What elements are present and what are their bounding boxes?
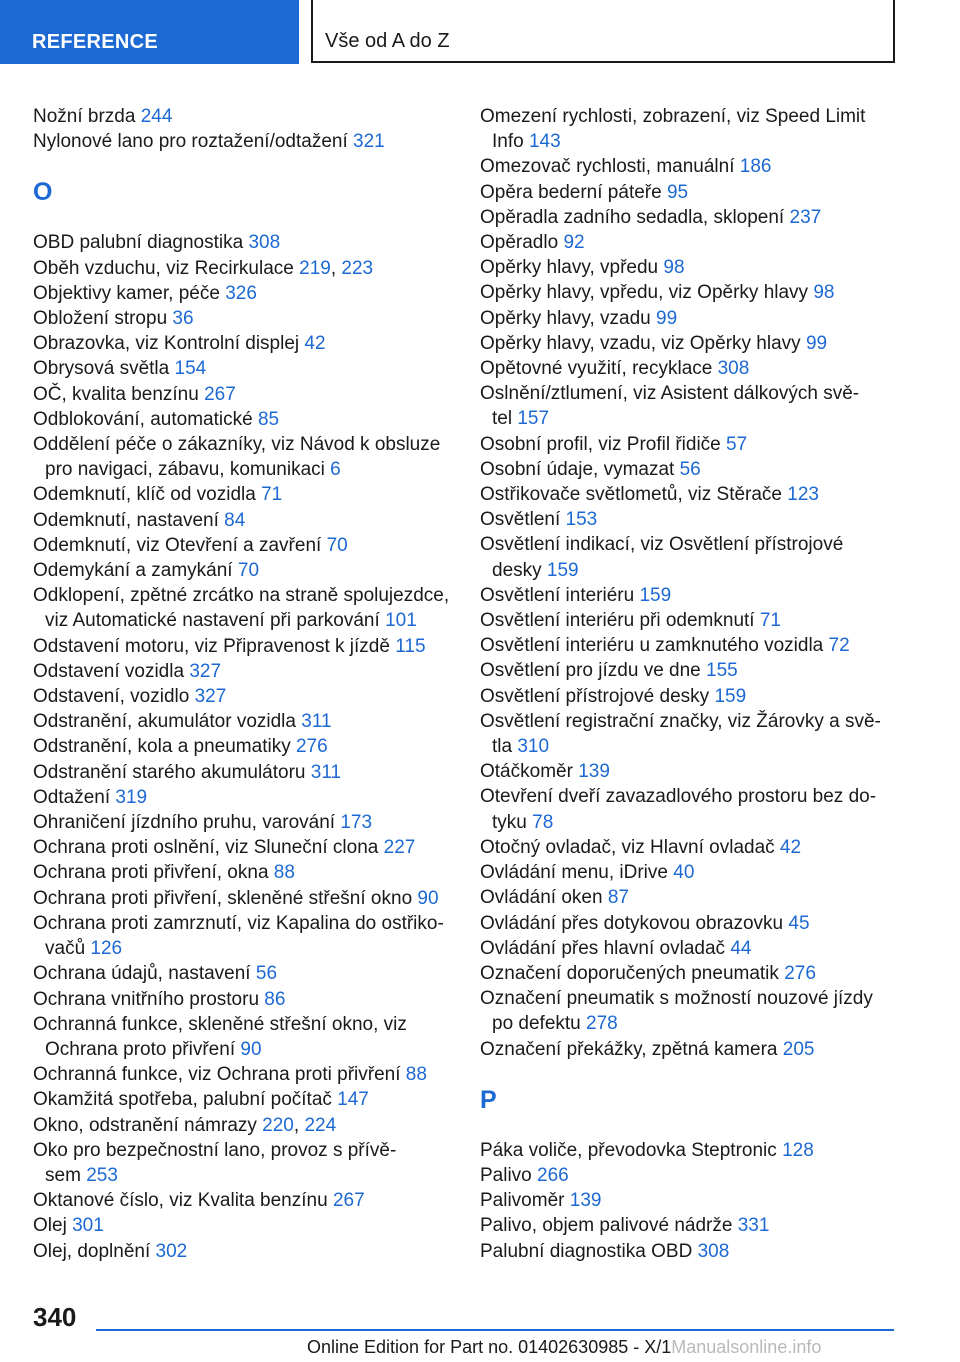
index-entry — [33, 104, 453, 129]
index-entry — [480, 507, 880, 532]
page-reference-link[interactable]: 71 — [759, 610, 781, 632]
entry-term: Ochrana vnitřního prostoru — [33, 988, 260, 1010]
index-entry — [33, 1239, 453, 1264]
entry-term: Osobní údaje, vymazat — [480, 458, 675, 480]
index-entry — [480, 104, 880, 154]
entry-term-continued: Info — [492, 131, 524, 153]
page-reference-link[interactable]: 101 — [385, 610, 417, 632]
page-reference-link[interactable]: 90 — [240, 1038, 262, 1060]
page-reference-link[interactable]: 237 — [789, 206, 822, 228]
page-reference-link[interactable]: 327 — [194, 686, 227, 708]
index-entry — [480, 532, 880, 582]
index-letter-heading: O — [33, 178, 53, 207]
page-reference-link[interactable]: 308 — [717, 358, 750, 380]
index-entry — [480, 331, 880, 356]
entry-term: Odstranění, kola a pneumatiky — [33, 736, 291, 758]
index-entry — [480, 759, 880, 784]
entry-term: Okamžitá spotřeba, palubní počítač — [33, 1089, 332, 1111]
page-reference-link[interactable]: 266 — [537, 1164, 569, 1186]
entry-term: Otevření dveří zavazadlového prostoru bez do- — [480, 786, 877, 808]
page-reference-link[interactable]: 267 — [332, 1190, 365, 1212]
index-entry — [33, 911, 453, 961]
page-reference-link[interactable]: 123 — [787, 484, 819, 506]
index-entry — [480, 205, 880, 230]
page-reference-link[interactable]: 40 — [673, 862, 695, 884]
entry-term: Páka voliče, převodovka Steptronic — [480, 1139, 777, 1161]
entry-term-continued: Ochrana proto přivření — [45, 1038, 236, 1060]
entry-term: Odklopení, zpětné zrcátko na straně spolujezdce, — [33, 585, 450, 607]
index-entry: Oběh vzduchu, viz Recirkulace 219, 223 — [33, 257, 374, 279]
page-reference-link[interactable]: 139 — [569, 1190, 602, 1212]
page-reference-link[interactable]: 308 — [248, 232, 281, 254]
entry-term: Palivo, objem palivové nádrže — [480, 1215, 733, 1237]
index-entry — [33, 281, 453, 306]
chapter-title: Vše od A do Z — [325, 30, 450, 52]
index-entry — [480, 684, 880, 709]
entry-term: Ochranná funkce, viz Ochrana proti přivření — [33, 1064, 401, 1086]
page-reference-link[interactable]: 72 — [828, 635, 850, 657]
page-number: 340 — [33, 1302, 77, 1332]
page-reference-link[interactable]: 244 — [140, 106, 173, 127]
index-entry — [33, 734, 453, 759]
index-entry — [480, 154, 880, 179]
footer-rule — [96, 1329, 894, 1331]
index-entry — [33, 1213, 453, 1238]
entry-term: Ochrana proti oslnění, viz Sluneční clona — [33, 837, 379, 859]
page-reference-link[interactable]: 227 — [383, 837, 416, 859]
entry-term-continued: tla — [492, 736, 513, 758]
page-reference-link[interactable]: 87 — [607, 887, 629, 909]
entry-term: OBD palubní diagnostika — [33, 232, 244, 254]
page-reference-link[interactable]: 205 — [782, 1038, 815, 1060]
page-reference-link[interactable]: 126 — [90, 938, 123, 960]
page-reference-link[interactable]: 44 — [730, 937, 752, 959]
index-entry — [480, 180, 880, 205]
entry-term: Odstavení motoru, viz Připravenost k jízdě — [33, 635, 390, 657]
entry-term: Ostřikovače světlometů, viz Stěrače — [480, 484, 782, 506]
page-reference-link[interactable]: 147 — [337, 1089, 369, 1111]
entry-term: Obrysová světla — [33, 358, 170, 380]
page-reference-link[interactable]: 6 — [330, 459, 341, 481]
entry-term: Osvětlení přístrojové desky — [480, 685, 710, 707]
index-entry — [480, 1138, 880, 1163]
page-reference-link[interactable]: 173 — [340, 812, 373, 834]
entry-term: Oběh vzduchu, viz Recirkulace — [33, 257, 294, 279]
entry-term: Opěrky hlavy, vpředu, viz Opěrky hlavy — [480, 282, 809, 304]
index-entry — [480, 1037, 880, 1062]
index-entry — [33, 810, 453, 835]
page-reference-link[interactable]: 219 — [299, 257, 331, 279]
section-label: REFERENCE — [32, 31, 159, 53]
page-reference-link[interactable]: 155 — [706, 660, 738, 682]
index-entry — [33, 987, 453, 1012]
page-reference-link[interactable]: 98 — [663, 257, 685, 279]
entry-term: Odstavení vozidla — [33, 660, 185, 682]
entry-term: Olej, doplnění — [33, 1240, 151, 1262]
entry-term: Oko pro bezpečnostní lano, provoz s přívě- — [33, 1139, 397, 1161]
entry-term: Označení doporučených pneumatik — [480, 962, 779, 984]
index-entry — [33, 709, 453, 734]
page-reference-link[interactable]: 86 — [264, 988, 286, 1010]
page-reference-link[interactable]: 42 — [779, 836, 802, 858]
index-entry — [480, 709, 880, 759]
index-entry — [480, 986, 880, 1036]
entry-term: Oktanové číslo, viz Kvalita benzínu — [33, 1190, 328, 1212]
entry-term: Odstranění starého akumulátoru — [33, 761, 306, 783]
index-entry — [33, 785, 453, 810]
index-entry — [480, 280, 880, 305]
index-entry — [33, 356, 453, 381]
entry-term: Opěradla zadního sedadla, sklopení — [480, 206, 785, 228]
page-reference-link[interactable]: 302 — [155, 1240, 188, 1262]
entry-term: Opětovné využití, recyklace — [480, 358, 713, 380]
page-reference-link[interactable]: 128 — [782, 1139, 814, 1161]
page-reference-link[interactable]: 56 — [255, 963, 278, 985]
index-column-right — [480, 104, 880, 1264]
entry-term-continued: vačů — [45, 938, 86, 960]
page-reference-link[interactable]: 223 — [341, 257, 374, 279]
entry-term: Odtažení — [33, 786, 111, 808]
index-entry — [480, 457, 880, 482]
entry-term: Palivo — [480, 1164, 532, 1186]
page-reference-link[interactable]: 42 — [304, 333, 326, 355]
entry-term: Odemknutí, viz Otevření a zavření — [33, 534, 322, 556]
page-reference-link[interactable]: 327 — [189, 660, 222, 682]
index-entry — [480, 1163, 880, 1188]
index-entry — [480, 633, 880, 658]
page-reference-link[interactable]: 311 — [310, 761, 342, 783]
entry-term: Ochrana proti přivření, skleněné střešní okno — [33, 887, 413, 909]
entry-term: Ovládání oken — [480, 887, 603, 909]
entry-term: Omezovač rychlosti, manuální — [480, 156, 735, 178]
entry-term: Opěrky hlavy, vpředu — [480, 257, 659, 279]
index-entry — [480, 784, 880, 834]
index-entry — [480, 583, 880, 608]
entry-term: Objektivy kamer, péče — [33, 282, 220, 304]
index-entry — [33, 886, 453, 911]
entry-term: Oddělení péče o zákazníky, viz Návod k obsluze — [33, 434, 441, 456]
entry-term: Opěrky hlavy, vzadu, viz Opěrky hlavy — [480, 332, 801, 354]
entry-term: Osvětlení interiéru při odemknutí — [480, 610, 755, 632]
entry-term: Odemknutí, nastavení — [33, 509, 219, 531]
index-entry — [480, 608, 880, 633]
page-reference-link[interactable]: 153 — [565, 509, 598, 531]
entry-term: Odemknutí, klíč od vozidla — [33, 484, 256, 506]
page-reference-link[interactable]: 326 — [225, 282, 257, 304]
page-reference-link[interactable]: 115 — [395, 635, 426, 657]
index-entry — [33, 1138, 453, 1188]
index-entry — [33, 1062, 453, 1087]
entry-term: Opěrky hlavy, vzadu — [480, 307, 651, 329]
entry-term: Palivoměr — [480, 1190, 565, 1212]
entry-term: Obrazovka, viz Kontrolní displej — [33, 333, 300, 355]
index-entry — [33, 230, 453, 255]
entry-term: Okno, odstranění námrazy — [33, 1114, 257, 1136]
page-reference-link[interactable]: 85 — [257, 408, 280, 430]
index-entry — [33, 835, 453, 860]
entry-term: Omezení rychlosti, zobrazení, viz Speed Limit — [480, 106, 866, 127]
page-reference-link[interactable]: 276 — [295, 736, 328, 758]
index-entry — [33, 1087, 453, 1112]
index-entry — [480, 1239, 880, 1264]
page-reference-link[interactable]: 310 — [517, 736, 550, 758]
index-entry — [33, 961, 453, 986]
entry-term: Ochranná funkce, skleněné střešní okno, viz — [33, 1013, 407, 1035]
entry-term-continued: tel — [492, 408, 513, 430]
page-reference-link[interactable]: 56 — [679, 458, 701, 480]
page-reference-link[interactable]: 308 — [697, 1240, 730, 1262]
page-reference-link[interactable]: 319 — [115, 786, 148, 808]
index-entry — [480, 961, 880, 986]
index-column-left — [33, 104, 453, 1264]
index-entry — [33, 1012, 453, 1062]
index-entry — [33, 533, 453, 558]
page-reference-link[interactable]: 278 — [586, 1013, 618, 1035]
index-entry — [480, 885, 880, 910]
index-entry: Okno, odstranění námrazy 220, 224 — [33, 1114, 337, 1136]
index-letter-heading: P — [480, 1085, 497, 1114]
page-reference-link[interactable]: 143 — [528, 131, 561, 153]
index-entry — [480, 306, 880, 331]
index-entry — [480, 255, 880, 280]
entry-term-continued: desky — [492, 559, 542, 581]
entry-term: Otočný ovladač, viz Hlavní ovladač — [480, 836, 775, 858]
page-reference-link[interactable]: 90 — [417, 887, 439, 909]
entry-term: Osvětlení interiéru u zamknutého vozidla — [480, 635, 824, 657]
page-reference-link[interactable]: 99 — [656, 307, 678, 329]
index-entry — [480, 860, 880, 885]
index-entry — [33, 432, 453, 482]
entry-term: Osvětlení pro jízdu ve dne — [480, 660, 701, 682]
watermark-text: Manualsonline.info — [671, 1337, 822, 1357]
index-entry — [33, 659, 453, 684]
index-entry — [480, 432, 880, 457]
entry-term: Ovládání přes hlavní ovladač — [480, 937, 726, 959]
page-reference-link[interactable]: 224 — [304, 1114, 337, 1136]
index-entry — [480, 1188, 880, 1213]
page-reference-link[interactable]: 88 — [405, 1064, 427, 1086]
entry-term: Osvětlení indikací, viz Osvětlení přístrojové — [480, 534, 844, 556]
entry-term-continued: tyku — [492, 811, 527, 833]
page-reference-link[interactable]: 331 — [737, 1215, 770, 1237]
index-entry — [480, 936, 880, 961]
entry-term: Palubní diagnostika OBD — [480, 1240, 693, 1262]
index-entry — [480, 658, 880, 683]
entry-term: OČ, kvalita benzínu — [33, 383, 199, 405]
page-reference-link[interactable]: 159 — [639, 584, 672, 606]
page-reference-link[interactable]: 253 — [86, 1164, 118, 1186]
index-entry — [480, 356, 880, 381]
page-reference-link[interactable]: 220 — [262, 1114, 294, 1136]
index-entry — [33, 583, 453, 633]
page-reference-link[interactable]: 70 — [326, 534, 348, 556]
page-reference-link[interactable]: 36 — [172, 308, 194, 330]
entry-term: Osvětlení registrační značky, viz Žárovky a svě- — [480, 710, 881, 732]
index-entry — [33, 407, 453, 432]
entry-term: Osobní profil, viz Profil řidiče — [480, 433, 721, 455]
page-reference-link[interactable]: 88 — [273, 862, 295, 884]
page-reference-link[interactable]: 45 — [788, 912, 810, 934]
page-reference-link[interactable]: 78 — [532, 811, 554, 833]
footer-edition — [307, 1335, 907, 1359]
page-reference-link[interactable]: 57 — [726, 433, 748, 455]
index-entry — [33, 760, 453, 785]
page-reference-link[interactable]: 92 — [563, 232, 585, 254]
index-entry — [480, 1213, 880, 1238]
index-entry — [480, 230, 880, 255]
page-reference-link[interactable]: 321 — [353, 131, 385, 153]
entry-term-continued: pro navigaci, zábavu, komunikaci — [45, 459, 325, 481]
entry-term: Odstranění, akumulátor vozidla — [33, 711, 296, 733]
page-reference-link[interactable]: 98 — [813, 282, 835, 304]
index-entry — [33, 558, 453, 583]
page-reference-link[interactable]: 70 — [237, 560, 260, 582]
entry-term-continued: viz Automatické nastavení při parkování — [45, 610, 380, 632]
entry-term: Nožní brzda — [33, 106, 136, 127]
page-reference-link[interactable]: 84 — [224, 509, 246, 531]
page-reference-link[interactable]: 267 — [204, 383, 236, 405]
entry-term: Opěra bederní páteře — [480, 181, 662, 203]
page-reference-link[interactable]: 276 — [784, 962, 816, 984]
entry-term: Ochrana proti zamrznutí, viz Kapalina do ostřiko- — [33, 912, 444, 934]
page-reference-link[interactable]: 99 — [805, 332, 828, 354]
chapter-header — [311, 0, 895, 63]
entry-term: Odemykání a zamykání — [33, 560, 233, 582]
page-reference-link[interactable]: 159 — [714, 685, 747, 707]
entry-term: Ovládání menu, iDrive — [480, 862, 668, 884]
entry-term: Ochrana údajů, nastavení — [33, 963, 251, 985]
index-entry — [33, 129, 453, 154]
entry-term: Označení překážky, zpětná kamera — [480, 1038, 778, 1060]
index-entry — [480, 381, 880, 431]
entry-term: Osvětlení interiéru — [480, 584, 635, 606]
entry-term-continued: po defektu — [492, 1013, 581, 1035]
edition-text: Online Edition for Part no. 01402630985 - X/1 — [307, 1337, 672, 1357]
index-entry — [33, 306, 453, 331]
entry-term: Oslnění/ztlumení, viz Asistent dálkových svě- — [480, 383, 860, 405]
index-entry — [33, 860, 453, 885]
page-reference-link[interactable]: 311 — [301, 711, 332, 733]
entry-term: Ochrana proti přivření, okna — [33, 862, 269, 884]
entry-term: Nylonové lano pro roztažení/odtažení — [33, 131, 348, 153]
entry-term: Odblokování, automatické — [33, 408, 253, 430]
index-entry — [33, 382, 453, 407]
index-entry — [33, 684, 453, 709]
index-entry — [480, 911, 880, 936]
section-tab — [0, 0, 299, 64]
index-entry — [33, 508, 453, 533]
index-entry — [33, 1188, 453, 1213]
entry-term: Ovládání přes dotykovou obrazovku — [480, 912, 784, 934]
entry-term-continued: sem — [45, 1164, 81, 1186]
index-entry — [33, 634, 453, 659]
page-reference-link[interactable]: 186 — [739, 156, 772, 178]
page-reference-link[interactable]: 71 — [261, 484, 283, 506]
page-reference-link[interactable]: 301 — [72, 1215, 104, 1237]
entry-term: Olej — [33, 1215, 67, 1237]
page-reference-link[interactable]: 157 — [517, 408, 550, 430]
index-entry — [33, 331, 453, 356]
entry-term: Obložení stropu — [33, 308, 168, 330]
index-entry — [480, 835, 880, 860]
page-reference-link[interactable]: 154 — [174, 358, 207, 380]
entry-term: Otáčkoměr — [480, 761, 573, 783]
entry-term: Opěradlo — [480, 232, 559, 254]
entry-term: Odstavení, vozidlo — [33, 686, 190, 708]
page-reference-link[interactable]: 159 — [546, 559, 579, 581]
entry-term: Osvětlení — [480, 509, 561, 531]
entry-term: Ohraničení jízdního pruhu, varování — [33, 812, 336, 834]
page-reference-link[interactable]: 139 — [578, 761, 610, 783]
index-entry — [33, 482, 453, 507]
index-entry — [480, 482, 880, 507]
entry-term: Označení pneumatik s možností nouzové jízdy — [480, 988, 873, 1010]
page-reference-link[interactable]: 95 — [666, 181, 689, 203]
